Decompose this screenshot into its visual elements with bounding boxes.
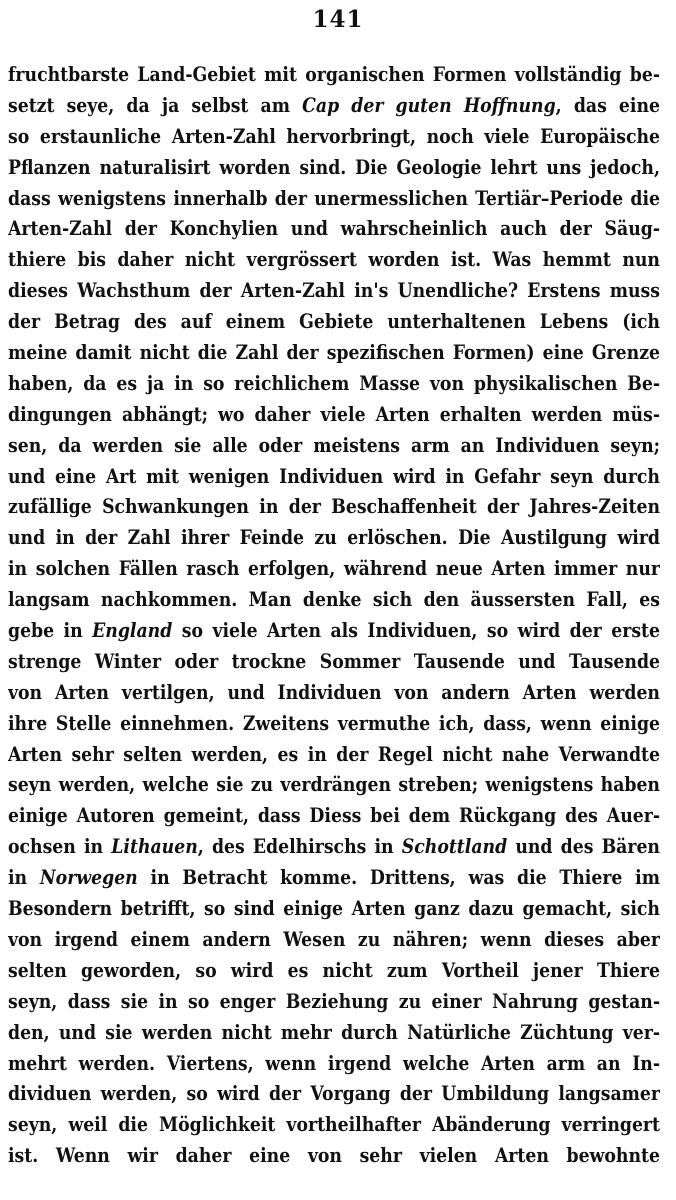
text-segment: thiere bis daher nicht vergrössert worden ist. Was hemmt nun [8,248,660,272]
text-segment: selten geworden, so wird es nicht zum Vortheil jener Thiere [8,958,660,982]
text-line [8,801,660,832]
text-line [8,585,660,616]
text-segment: setzt seye, da ja selbst am [8,93,303,117]
text-segment: und des Bären [507,835,660,859]
text-segment: in solchen Fällen rasch erfolgen, während neue Arten immer nur [8,557,660,581]
text-segment: , des Edelhirschs in [197,835,402,859]
text-segment: dividuen werden, so wird der Vorgang der Umbildung langsamer [8,1082,660,1106]
text-segment: mehrt werden. Viertens, wenn irgend welche Arten arm an In- [8,1051,660,1075]
text-line [8,832,660,863]
text-line [8,987,660,1018]
text-segment: ochsen in [8,835,112,859]
text-segment: seyn, dass sie in so enger Beziehung zu einer Nahrung gestan- [8,989,660,1013]
text-line [8,1110,660,1141]
text-line [8,1018,660,1049]
text-line [8,245,660,276]
text-segment: so viele Arten als Individuen, so wird der erste [172,619,660,643]
text-line [8,338,660,369]
text-segment: der Betrag des auf einem Gebiete unterhaltenen Lebens (ich [8,310,660,334]
text-line [8,276,660,307]
text-line [8,60,660,91]
text-segment: von irgend einem andern Wesen zu nähren; wenn dieses aber [8,927,660,951]
text-segment: Arten sehr selten werden, es in der Regel nicht nahe Verwandte [8,742,660,766]
text-segment: strenge Winter oder trockne Sommer Tausende und Tausende [8,649,660,673]
text-segment: und eine Art mit wenigen Individuen wird in Gefahr seyn durch [8,464,660,488]
text-segment: langsam nachkommen. Man denke sich den äussersten Fall, es [8,588,660,612]
text-segment: fruchtbarste Land-Gebiet mit organischen Formen vollständig be- [8,63,660,86]
text-line [8,1079,660,1110]
text-line [8,647,660,678]
italic-text: England [92,619,173,643]
text-segment: den, und sie werden nicht mehr durch Natürliche Züchtung ver- [8,1020,660,1044]
text-segment: ist. Wenn wir daher eine von sehr vielen Arten bewohnte [8,1144,660,1168]
text-line [8,616,660,647]
text-segment: dingungen abhängt; wo daher viele Arten erhalten werden müs- [8,402,660,426]
text-line [8,91,660,122]
text-segment: , das eine [555,93,660,117]
text-segment: sen, da werden sie alle oder meistens arm an Individuen seyn; [8,433,660,457]
text-segment: und in der Zahl ihrer Feinde zu erlöschen. Die Austilgung wird [8,526,660,550]
text-line [8,863,660,894]
text-line [8,709,660,740]
italic-text: Norwegen [39,866,138,890]
text-line [8,122,660,153]
text-segment: Arten-Zahl der Konchylien und wahrscheinlich auch der Säug- [8,217,660,241]
text-line [8,431,660,462]
text-segment: zufällige Schwankungen in der Beschaffenheit der Jahres-Zeiten [8,495,660,519]
text-segment: seyn, weil die Möglichkeit vortheilhafter Abänderung verringert [8,1113,660,1137]
italic-text: Schottland [401,835,508,859]
text-segment: meine damit nicht die Zahl der spezifischen Formen) eine Grenze [8,341,660,365]
text-line [8,307,660,338]
text-segment: in [8,866,40,890]
page-number: 141 [312,6,364,33]
text-segment: dieses Wachsthum der Arten-Zahl in's Unendliche? Erstens muss [8,279,660,303]
text-segment: von Arten vertilgen, und Individuen von andern Arten werden [8,680,660,704]
text-line [8,894,660,925]
text-line [8,1049,660,1080]
text-segment: haben, da es ja in so reichlichem Masse von physikalischen Be- [8,371,660,395]
text-segment: gebe in [8,619,93,643]
text-line [8,153,660,184]
text-segment: Pflanzen naturalisirt worden sind. Die Geologie lehrt uns jedoch, [8,155,660,179]
text-line [8,369,660,400]
text-line [8,214,660,245]
body-text [8,60,660,1172]
text-segment: dass wenigstens innerhalb der unermesslichen Tertiär–Periode die [8,186,660,210]
text-line [8,554,660,585]
text-line [8,740,660,771]
text-line [8,523,660,554]
text-line [8,956,660,987]
text-line [8,770,660,801]
text-segment: Besondern betrifft, so sind einige Arten ganz dazu gemacht, sich [8,897,660,921]
text-line [8,678,660,709]
text-line [8,400,660,431]
text-line [8,1141,660,1172]
italic-text: Cap der guten Hoffnung [302,93,556,117]
italic-text: Lithauen [111,835,198,859]
text-segment: einige Autoren gemeint, dass Diess bei dem Rückgang des Auer- [8,804,660,828]
text-line [8,462,660,493]
text-segment: ihre Stelle einnehmen. Zweitens vermuthe ich, dass, wenn einige [8,711,660,735]
text-line [8,492,660,523]
text-line [8,925,660,956]
text-segment: in Betracht komme. Drittens, was die Thiere im [137,866,660,890]
text-line [8,184,660,215]
text-segment: seyn werden, welche sie zu verdrängen streben; wenigstens haben [8,773,660,797]
text-segment: so erstaunliche Arten-Zahl hervorbringt, noch viele Europäische [8,124,660,148]
